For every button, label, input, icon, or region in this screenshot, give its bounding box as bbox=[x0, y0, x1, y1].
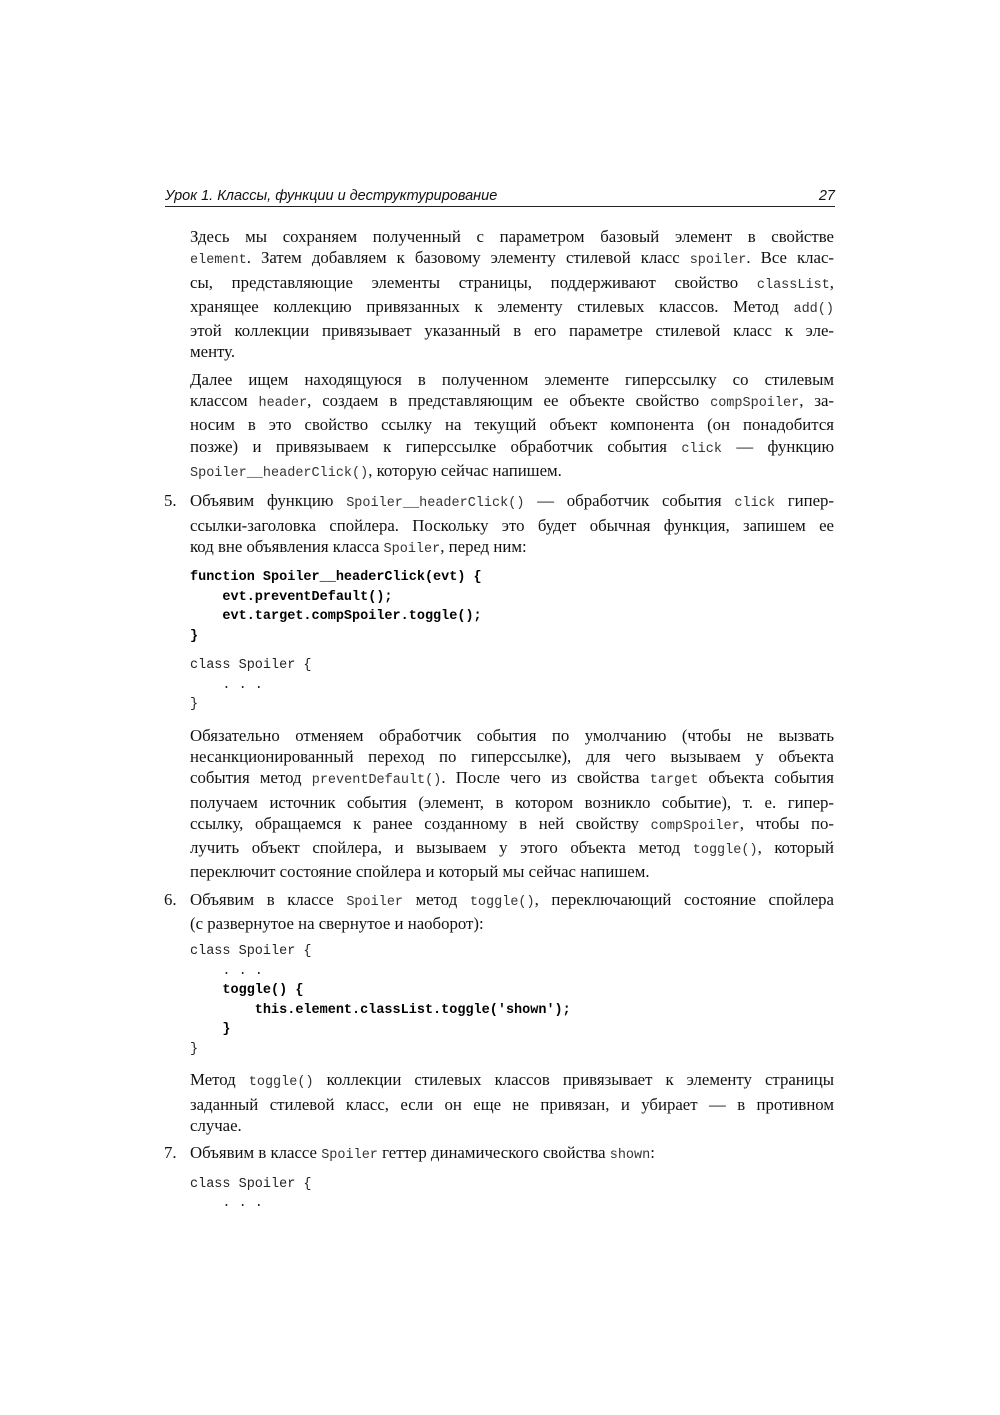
code-block-class: class Spoiler { . . . } bbox=[190, 658, 312, 713]
text-line: ссылки-заголовка спойлера. Поскольку это будет обычная функция, запишем ее bbox=[190, 515, 834, 535]
text-line: случае. bbox=[190, 1115, 242, 1135]
inline-code: Spoiler bbox=[321, 1148, 378, 1164]
text-line bbox=[190, 296, 834, 320]
text: объекта события bbox=[698, 768, 834, 788]
code-plain: class Spoiler { . . . bbox=[190, 944, 312, 979]
item-6-intro bbox=[190, 889, 834, 935]
text: . После чего из свойства bbox=[441, 768, 650, 788]
text-line bbox=[190, 767, 834, 791]
text-line: заданный стилевой класс, если он еще не привязан, и убирает — в противном bbox=[190, 1094, 834, 1114]
inline-code: toggle() bbox=[692, 843, 758, 859]
code-bold: toggle() { this.element.classList.toggle('shown'); } bbox=[222, 983, 571, 1038]
inline-code: click bbox=[734, 496, 775, 512]
running-header bbox=[165, 187, 835, 207]
inline-code: element bbox=[190, 253, 247, 269]
text: Объявим в классе bbox=[190, 889, 347, 909]
text: — функцию bbox=[721, 436, 834, 456]
text: ссылку, обращаемся к ранее созданному в ней свойству bbox=[190, 813, 651, 833]
text: коллекции стилевых классов привязывает к элементу страницы bbox=[313, 1070, 834, 1090]
list-number: 6. bbox=[164, 889, 177, 909]
text-line bbox=[190, 837, 834, 861]
code-block-toggle bbox=[190, 942, 834, 1059]
text-line: получаем источник события (элемент, в котором возникло событие), т. е. гипер- bbox=[190, 792, 834, 812]
text: : bbox=[650, 1143, 655, 1163]
paragraph-2 bbox=[190, 369, 834, 484]
text-line bbox=[190, 1069, 834, 1093]
text: метод bbox=[403, 889, 470, 909]
text-line: этой коллекции привязывает указанный в его параметре стилевой класс к эле- bbox=[190, 321, 834, 341]
item-6-explanation bbox=[190, 1069, 834, 1136]
text: геттер динамического свойства bbox=[377, 1143, 610, 1163]
inline-code: click bbox=[681, 441, 722, 457]
text: классом bbox=[190, 391, 259, 411]
text: . Затем добавляем к базовому элементу стилевой класс bbox=[246, 248, 690, 268]
text: , перед ним: bbox=[440, 536, 527, 556]
text-line: носим в это свойство ссылку на текущий объект компонента (он понадобится bbox=[190, 415, 834, 435]
text: хранящее коллекцию привязанных к элементу стилевых классов. Метод bbox=[190, 296, 794, 316]
list-item-6 bbox=[164, 889, 835, 1136]
text: гипер- bbox=[774, 491, 834, 511]
text: — обработчик события bbox=[524, 491, 735, 511]
text-line bbox=[190, 390, 834, 414]
text-line: Здесь мы сохраняем полученный с параметром базовый элемент в свойстве bbox=[190, 227, 834, 246]
text: , которую сейчас напишем. bbox=[368, 460, 562, 480]
text: . Все клас- bbox=[746, 248, 834, 268]
text-line bbox=[190, 536, 834, 560]
text-line bbox=[190, 1142, 834, 1166]
inline-code: compSpoiler bbox=[650, 818, 740, 834]
inline-code: target bbox=[649, 773, 699, 789]
text-line: несанкционированный переход по гиперссылке), для чего вызываем у объекта bbox=[190, 746, 834, 766]
list-item-5 bbox=[164, 490, 834, 882]
item-5-intro bbox=[190, 490, 834, 560]
inline-code: toggle() bbox=[248, 1075, 314, 1091]
inline-code: Spoiler bbox=[346, 894, 404, 910]
inline-code: spoiler bbox=[689, 253, 747, 269]
text: Метод bbox=[190, 1070, 249, 1090]
inline-code: Spoiler__headerClick() bbox=[190, 465, 369, 481]
text-line: менту. bbox=[190, 342, 236, 362]
chapter-title: Урок 1. Классы, функции и деструктурирование bbox=[165, 188, 498, 204]
code-block-getter: class Spoiler { . . . bbox=[190, 1176, 312, 1212]
text-line bbox=[190, 460, 834, 484]
page-body bbox=[164, 226, 835, 1224]
text: , за- bbox=[799, 391, 834, 411]
inline-code: shown bbox=[609, 1148, 651, 1164]
text-line: переключит состояние спойлера и который мы сейчас напишем. bbox=[190, 862, 650, 882]
text: Объявим в классе bbox=[190, 1143, 322, 1163]
text: позже) и привязываем к гиперссылке обработчик события bbox=[190, 436, 682, 456]
text: , чтобы по- bbox=[739, 813, 834, 833]
text-line bbox=[190, 272, 834, 296]
inline-code: add() bbox=[793, 301, 834, 317]
list-number: 5. bbox=[164, 491, 177, 511]
inline-code: classList bbox=[756, 277, 830, 293]
page-number: 27 bbox=[818, 188, 835, 204]
text: события метод bbox=[190, 768, 312, 788]
text-line bbox=[190, 813, 834, 837]
text: , который bbox=[757, 838, 834, 858]
text: лучить объект спойлера, и вызываем у этого объекта метод bbox=[190, 838, 693, 858]
text: сы, представляющие элементы страницы, поддерживают свойство bbox=[190, 272, 757, 292]
text: , bbox=[829, 272, 834, 292]
inline-code: toggle() bbox=[469, 894, 535, 910]
inline-code: Spoiler__headerClick() bbox=[346, 496, 525, 512]
item-7-intro bbox=[190, 1142, 834, 1166]
text: Объявим функцию bbox=[190, 491, 347, 511]
text: код вне объявления класса bbox=[190, 536, 384, 556]
code-plain: } bbox=[190, 1041, 199, 1057]
inline-code: compSpoiler bbox=[710, 396, 800, 412]
code-block-function bbox=[190, 568, 834, 646]
list-number: 7. bbox=[164, 1143, 177, 1163]
code-bold: function Spoiler__headerClick(evt) { evt.preventDefault(); evt.target.compSpoiler.toggle(); } bbox=[190, 570, 482, 644]
item-5-explanation bbox=[190, 725, 834, 883]
list-item-7 bbox=[164, 1142, 834, 1213]
text: , переключающий состояние спойлера bbox=[534, 889, 835, 909]
text-line bbox=[190, 436, 834, 460]
inline-code: header bbox=[258, 396, 308, 412]
text-line bbox=[190, 247, 834, 271]
text-line: Обязательно отменяем обработчик события по умолчанию (чтобы не вызвать bbox=[190, 725, 834, 745]
text-line: (с развернутое на свернутое и наоборот): bbox=[190, 914, 484, 934]
inline-code: preventDefault() bbox=[311, 773, 442, 789]
inline-code: Spoiler bbox=[383, 541, 441, 557]
text-line: Далее ищем находящуюся в полученном элементе гиперссылку со стилевым bbox=[190, 369, 834, 389]
paragraph-1 bbox=[190, 226, 834, 363]
text-line bbox=[190, 889, 834, 913]
text: , создаем в представляющим ее объекте свойство bbox=[307, 391, 711, 411]
text-line bbox=[190, 490, 834, 514]
